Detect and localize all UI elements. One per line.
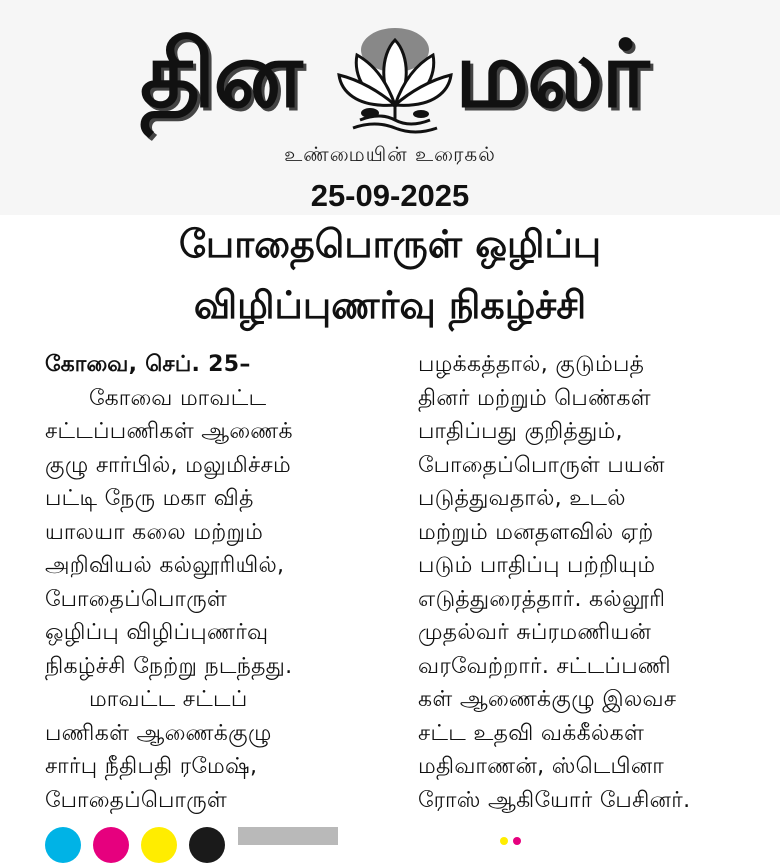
article-line: மாவட்ட சட்டப் (89, 687, 248, 712)
tagline: உண்மையின் உரைகல் (284, 142, 496, 166)
article-line: சட்டப்பணிகள் ஆணைக் (45, 419, 293, 444)
yellow-registration-dot (141, 827, 177, 863)
logo-text-left: தின (140, 21, 301, 128)
cyan-registration-dot (45, 827, 81, 863)
article-line: மதிவாணன், ஸ்டெபினா (418, 754, 665, 779)
article-line: பழக்கத்தால், குடும்பத் (418, 352, 645, 377)
article-line: நிகழ்ச்சி நேற்று நடந்தது. (45, 653, 293, 679)
article-line: போதைப்பொருள் (45, 787, 228, 813)
article-line: பணிகள் ஆணைக்குழு (45, 720, 272, 746)
headline-line-2: விழிப்புணர்வு நிகழ்ச்சி (193, 283, 587, 327)
article-column-left (45, 348, 390, 817)
masthead (0, 0, 780, 215)
article-line: பட்டி நேரு மகா வித் (45, 486, 254, 511)
article-line: சார்பு நீதிபதி ரமேஷ், (45, 754, 258, 779)
yellow-registration-mark (500, 837, 508, 845)
article-line: அறிவியல் கல்லூரியில், (45, 553, 285, 578)
grey-registration-block (238, 827, 338, 845)
headline-line-1: போதைபொருள் ஒழிப்பு (178, 222, 602, 266)
publication-date: 25-09-2025 (310, 178, 470, 213)
article-line: ரோஸ் ஆகியோர் பேசினர். (418, 787, 691, 813)
article-line: யாலயா கலை மற்றும் (45, 519, 264, 545)
article-column-right (418, 348, 763, 817)
article-line: தினர் மற்றும் பெண்கள் (418, 385, 651, 411)
article-line: எடுத்துரைத்தார். கல்லூரி (418, 586, 666, 612)
magenta-registration-dot (93, 827, 129, 863)
article-line: வரவேற்றார். சட்டப்பணி (418, 653, 671, 679)
article-line: படும் பாதிப்பு பற்றியும் (418, 553, 656, 578)
dateline: கோவை, செப். 25– (45, 352, 251, 377)
article-line: படுத்துவதால், உடல் (418, 486, 626, 511)
magenta-registration-mark (513, 837, 521, 845)
article-line: முதல்வர் சுப்ரமணியன் (418, 620, 652, 645)
article-line: சட்ட உதவி வக்கீல்கள் (418, 720, 645, 746)
article-line: பாதிப்பது குறித்தும், (418, 419, 623, 444)
article-line: குழு சார்பில், மலுமிச்சம் (45, 452, 291, 478)
logo-text-right: மலர் (455, 21, 648, 128)
black-registration-dot (189, 827, 225, 863)
article-line: போதைப்பொருள் (45, 586, 228, 612)
lotus-logo-icon (335, 20, 455, 135)
article-line: கோவை மாவட்ட (89, 385, 267, 411)
article-line: மற்றும் மனதளவில் ஏற் (418, 519, 654, 545)
article-line: போதைப்பொருள் பயன் (418, 452, 665, 478)
article-line: கள் ஆணைக்குழு இலவச (418, 687, 677, 712)
article-line: ஒழிப்பு விழிப்புணர்வு (45, 620, 269, 645)
